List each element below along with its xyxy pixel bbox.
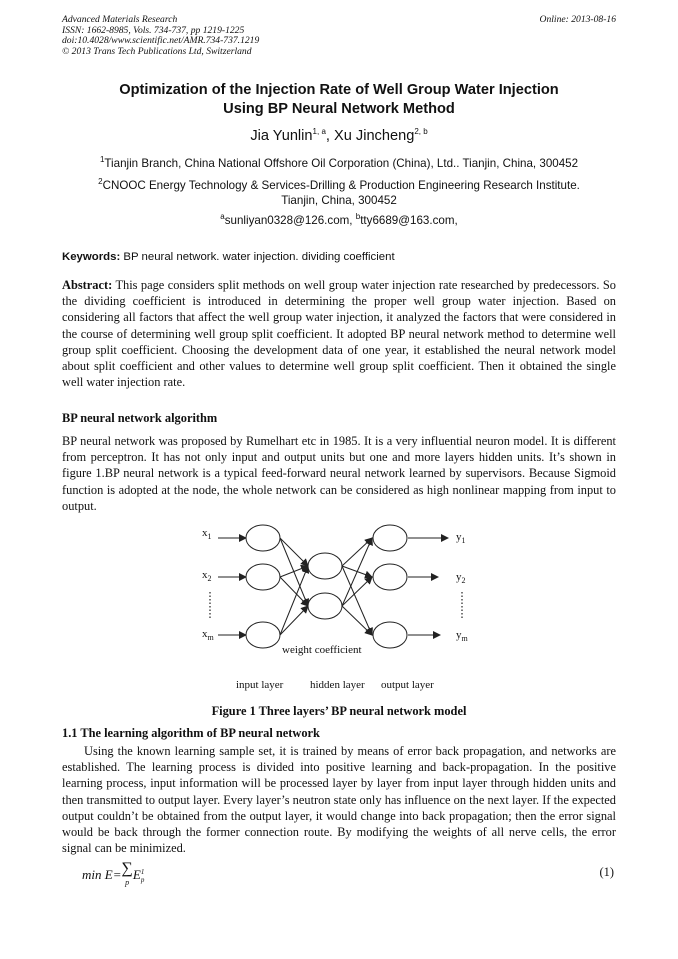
affiliation-2-line-1: CNOOC Energy Technology & Services-Drilling & Production Engineering Research Institute.	[102, 179, 580, 192]
equation-1	[82, 860, 145, 889]
email-b: tty6689@163.com,	[360, 214, 458, 227]
section-1-text: BP neural network was proposed by Rumelhart etc in 1985. It is a very influential neuron model. It is different from perceptron. It has not only input and output units but one and more layers hidden units. It’s shown in figure 1.BP neural network is a typical feed-forward neural network learned by supervisors. Because Sigmoid function is adopted at the node, the whole network can be considered as high nonlinear mapping from input to output.	[62, 434, 616, 513]
input-layer-label: input layer	[236, 679, 284, 691]
section-2-title: 1.1 The learning algorithm of BP neural network	[62, 726, 320, 740]
equation-index: p	[125, 878, 130, 887]
journal-name: Advanced Materials Research	[62, 14, 178, 25]
author-1: Jia Yunlin	[250, 128, 313, 144]
abstract-text: This page considers split methods on well group water injection rate researched by predecessors. So the dividing coefficient is introduced in determining the proper well group water injection. Based on considering all factors that affect the well group water injection, it analyzed the factors that were considered in the course of determining well group split coefficient. It adopted BP neural network method to determine well group split coefficient. Choosing the development data of one year, it established the neural network model about split coefficient and other values to determine well group split coefficient. Then it obtained the single well water injection rate.	[62, 278, 616, 390]
author-separator: ,	[325, 128, 334, 144]
emails	[40, 213, 638, 228]
input-node-1	[246, 525, 280, 551]
affiliation-1-sup: 1	[99, 155, 105, 165]
output-node-m	[373, 622, 407, 648]
equation-sup: 1	[140, 868, 145, 876]
keywords	[62, 251, 395, 263]
affiliation-2	[40, 178, 638, 208]
equation-prefix: min E=	[82, 866, 122, 882]
label-ym: $y_m$	[456, 629, 468, 643]
affiliation-2-line-2: Tianjin, China, 300452	[281, 194, 397, 207]
hidden-node-2	[308, 593, 342, 619]
neural-network-diagram	[190, 520, 490, 700]
copyright-line: © 2013 Trans Tech Publications Ltd, Switzerland	[62, 45, 252, 57]
journal-header	[62, 15, 616, 57]
email-a-sup: a	[220, 212, 225, 222]
label-x1: $x_1$	[202, 527, 212, 541]
abstract-label: Abstract:	[62, 278, 113, 292]
author-2-sup: 2, b	[414, 127, 428, 137]
affiliation-2-sup: 2	[98, 177, 103, 187]
author-2: Xu Jincheng	[334, 128, 415, 144]
email-a: sunliyan0328@126.com,	[224, 214, 356, 227]
hidden-layer-label: hidden layer	[310, 679, 365, 691]
figure-caption: Figure 1 Three layers’ BP neural network model	[211, 704, 467, 718]
online-date: Online: 2013-08-16	[539, 14, 616, 25]
label-y2: $y_2$	[456, 571, 466, 585]
equation-sum: ∑	[121, 860, 133, 877]
title-line-2: Using BP Neural Network Method	[223, 100, 455, 117]
label-x2: $x_2$	[202, 569, 212, 583]
affiliation-1-text: Tianjin Branch, China National Offshore Oil Corporation (China), Ltd.. Tianjin, China, 300452	[104, 157, 579, 170]
input-node-m	[246, 622, 280, 648]
equation-number: (1)	[599, 865, 614, 879]
label-y1: $y_1$	[456, 531, 466, 545]
equation-sub: p	[140, 876, 145, 884]
doi-line: doi:10.4028/www.scientific.net/AMR.734-737.1219	[62, 35, 260, 47]
output-node-2	[373, 564, 407, 590]
paper-title	[40, 81, 638, 118]
affiliation-1	[40, 156, 638, 171]
weight-coefficient-label: weight coefficient	[282, 644, 362, 656]
authors	[40, 128, 638, 144]
output-node-1	[373, 525, 407, 551]
issn-line: ISSN: 1662-8985, Vols. 734-737, pp 1219-1225	[62, 24, 245, 36]
hidden-node-1	[308, 553, 342, 579]
abstract	[62, 277, 616, 390]
equation-term: E	[132, 866, 141, 882]
keywords-label: Keywords:	[62, 251, 121, 263]
author-1-sup: 1, a	[312, 127, 326, 137]
section-2-text: Using the known learning sample set, it is trained by means of error back propagation, and networks are established. The learning process is divided into positive learning and back-propagation. In the positive learning process, input information will be processed layer by layer from input layer through hidden units and then transmitted to output layer. Every layer’s neutron state only has influence on the next layer. If the expected output couldn’t be obtained from the output layer, it would change into back propagation; then the error signal would be back through the former connection route. By modifying the weights of all nerve cells, the error signal can be minimized.	[62, 744, 616, 856]
output-layer-label: output layer	[381, 679, 434, 691]
keywords-text: BP neural network. water injection. dividing coefficient	[120, 251, 395, 263]
title-line-1: Optimization of the Injection Rate of Well Group Water Injection	[119, 82, 559, 98]
input-node-2	[246, 564, 280, 590]
label-xm: $x_m$	[202, 628, 214, 642]
email-b-sup: b	[355, 212, 361, 222]
section-1-title: BP neural network algorithm	[62, 411, 218, 425]
